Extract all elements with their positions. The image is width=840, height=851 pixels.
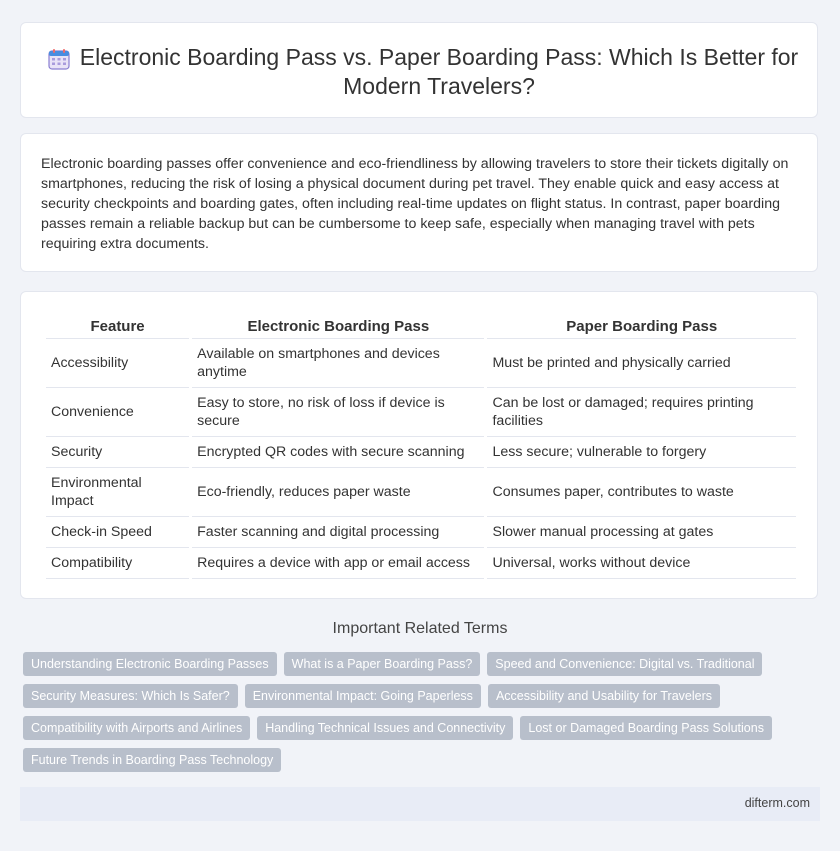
column-header: Paper Boarding Pass [487,316,796,339]
table-cell: Security [46,437,189,468]
column-header: Feature [46,316,189,339]
footer-site-link[interactable]: difterm.com [744,796,810,810]
column-header: Electronic Boarding Pass [192,316,484,339]
comparison-table [43,316,799,579]
related-term-link[interactable]: Understanding Electronic Boarding Passes [23,652,277,676]
table-cell: Can be lost or damaged; requires printing facilities [487,388,796,437]
table-cell: Convenience [46,388,189,437]
intro-card [20,133,818,272]
comparison-card [20,291,818,599]
table-cell: Must be printed and physically carried [487,339,796,388]
table-cell: Environmental Impact [46,468,189,517]
table-row [46,517,796,548]
table-row [46,388,796,437]
table-cell: Less secure; vulnerable to forgery [487,437,796,468]
related-term-link[interactable]: Future Trends in Boarding Pass Technology [23,748,281,772]
table-cell: Check-in Speed [46,517,189,548]
related-term-link[interactable]: What is a Paper Boarding Pass? [284,652,481,676]
intro-paragraph: Electronic boarding passes offer convenience and eco-friendliness by allowing travelers to store their tickets digitally on smartphones, reducing the risk of losing a physical document during pet travel. They enable quick and easy access at security checkpoints and boarding gates, often including real-time updates on flight status. In contrast, paper boarding passes remain a reliable backup but can be cumbersome to keep safe, especially when managing travel with pets requiring extra documents. [41,156,789,252]
related-term-link[interactable]: Security Measures: Which Is Safer? [23,684,238,708]
footer [20,787,820,821]
table-row [46,468,796,517]
related-terms-heading: Important Related Terms [332,620,508,637]
related-term-link[interactable]: Compatibility with Airports and Airlines [23,716,250,740]
related-term-link[interactable]: Environmental Impact: Going Paperless [245,684,481,708]
table-row [46,548,796,579]
table-cell: Faster scanning and digital processing [192,517,484,548]
table-row [46,339,796,388]
table-row [46,437,796,468]
table-cell: Eco-friendly, reduces paper waste [192,468,484,517]
table-cell: Easy to store, no risk of loss if device is secure [192,388,484,437]
related-term-link[interactable]: Lost or Damaged Boarding Pass Solutions [520,716,772,740]
table-cell: Consumes paper, contributes to waste [487,468,796,517]
related-term-link[interactable]: Accessibility and Usability for Travelers [488,684,720,708]
page-title: Electronic Boarding Pass vs. Paper Boarding Pass: Which Is Better for Modern Travelers? [79,44,799,99]
title-card [20,22,818,118]
related-term-link[interactable]: Handling Technical Issues and Connectivity [257,716,513,740]
table-cell: Available on smartphones and devices anytime [192,339,484,388]
table-cell: Requires a device with app or email access [192,548,484,579]
table-cell: Compatibility [46,548,189,579]
table-cell: Slower manual processing at gates [487,517,796,548]
table-cell: Encrypted QR codes with secure scanning [192,437,484,468]
related-terms-list [23,652,813,780]
table-cell: Accessibility [46,339,189,388]
table-header-row [46,316,796,339]
table-cell: Universal, works without device [487,548,796,579]
related-term-link[interactable]: Speed and Convenience: Digital vs. Traditional [487,652,762,676]
